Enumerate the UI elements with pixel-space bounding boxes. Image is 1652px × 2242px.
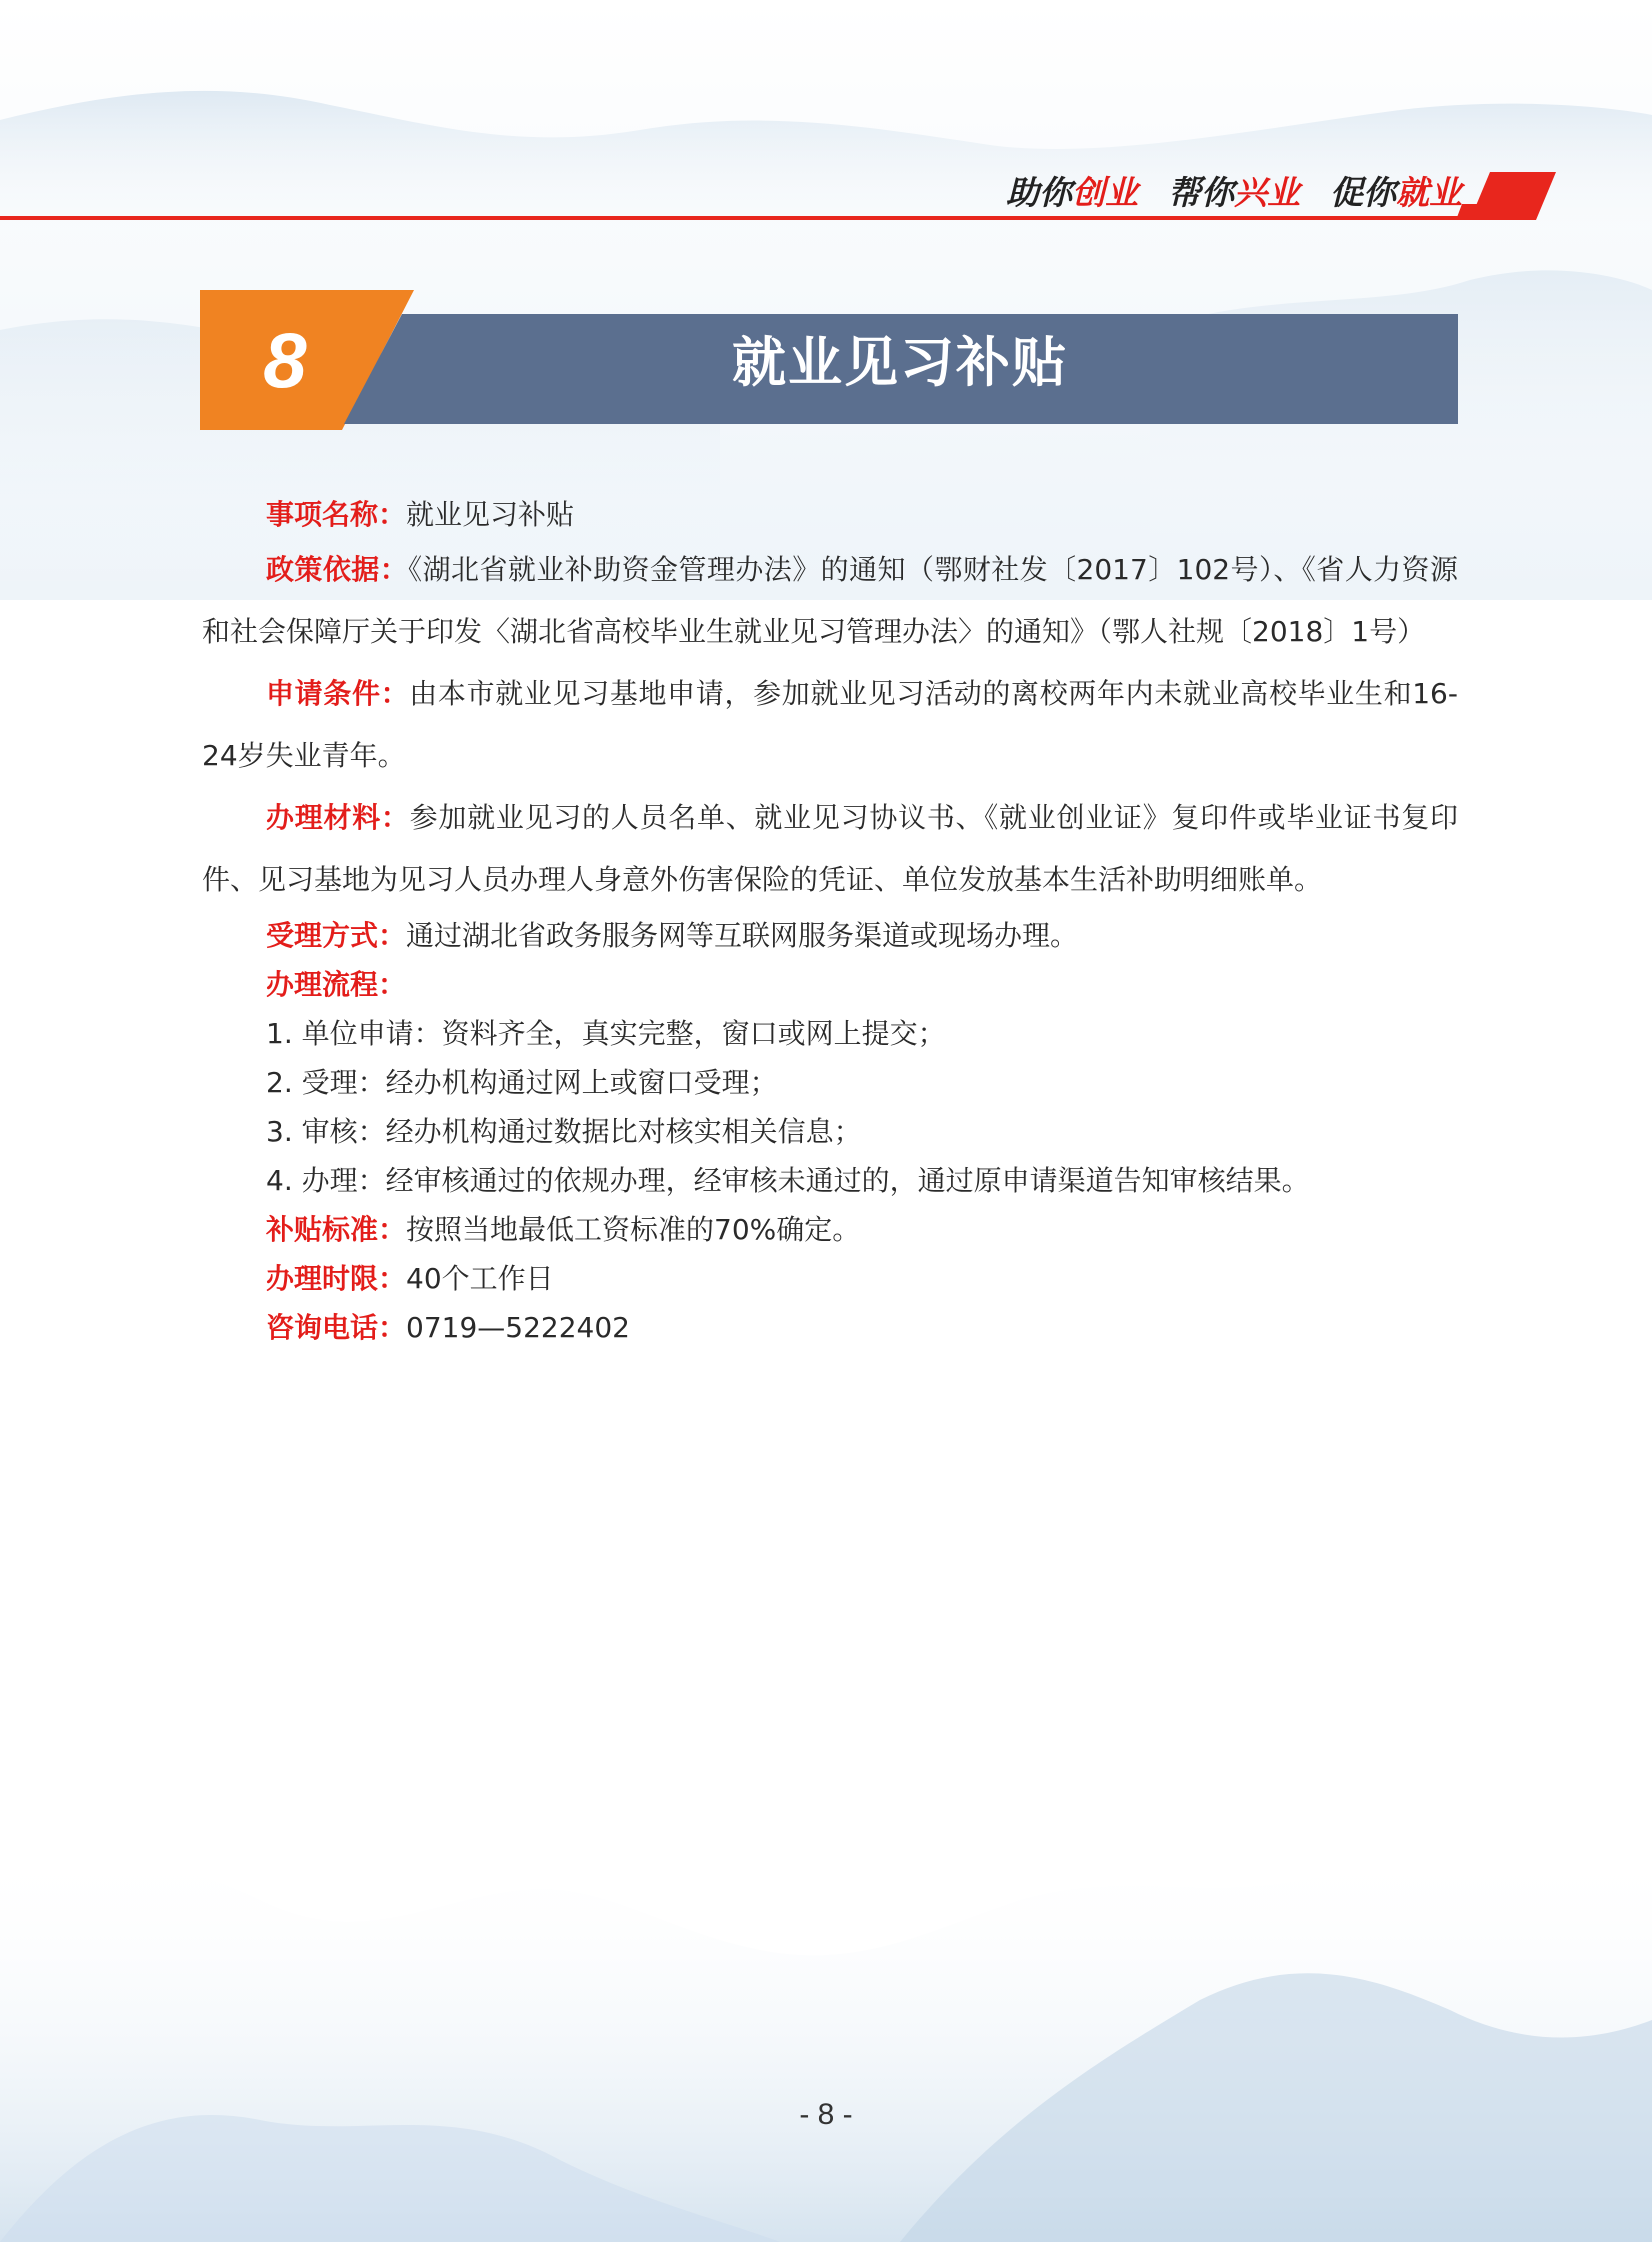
red-slash-icon [1448,170,1558,222]
header-divider [0,216,1530,220]
item-time-limit: 办理时限：40个工作日 [266,1262,554,1295]
item-method: 受理方式：通过湖北省政务服务网等互联网服务渠道或现场办理。 [266,919,1079,952]
slogan-part-2: 帮你兴业 [1168,172,1300,212]
item-materials: 办理材料：参加就业见习的人员名单、就业见习协议书、《就业创业证》复印件或毕业证书复印件、见习基地为见习人员办理人身意外伤害保险的凭证、单位发放基本生活补助明细账单。 [202,801,1458,896]
process-step: 4. 办理：经审核通过的依规办理，经审核未通过的，通过原申请渠道告知审核结果。 [266,1164,1310,1197]
section-number: 8 [263,315,307,404]
header-slogan [1006,165,1462,215]
item-phone: 咨询电话：0719—5222402 [266,1311,630,1344]
process-step: 3. 审核：经办机构通过数据比对核实相关信息； [266,1115,862,1148]
item-policy-basis: 政策依据：《湖北省就业补助资金管理办法》的通知（鄂财社发〔2017〕102号）、《省人力资源和社会保障厅关于印发〈湖北省高校毕业生就业见习管理办法〉的通知》（鄂人社规〔2018〕1号） [202,553,1458,648]
process-step: 2. 受理：经办机构通过网上或窗口受理； [266,1066,778,1099]
document-body [202,490,1458,1352]
section-title-banner [200,290,1460,430]
section-title: 就业见习补贴 [732,330,1068,394]
item-process-heading: 办理流程： [266,968,407,1001]
slogan-part-1: 助你创业 [1006,172,1138,212]
page-number: - 8 - [799,2098,853,2131]
item-conditions: 申请条件：由本市就业见习基地申请，参加就业见习活动的离校两年内未就业高校毕业生和16-24岁失业青年。 [202,677,1458,772]
slogan-part-3: 促你就业 [1330,172,1462,212]
process-step: 1. 单位申请：资料齐全，真实完整，窗口或网上提交； [266,1017,946,1050]
item-name: 事项名称：就业见习补贴 [266,498,575,531]
item-standard: 补贴标准：按照当地最低工资标准的70%确定。 [266,1213,861,1246]
